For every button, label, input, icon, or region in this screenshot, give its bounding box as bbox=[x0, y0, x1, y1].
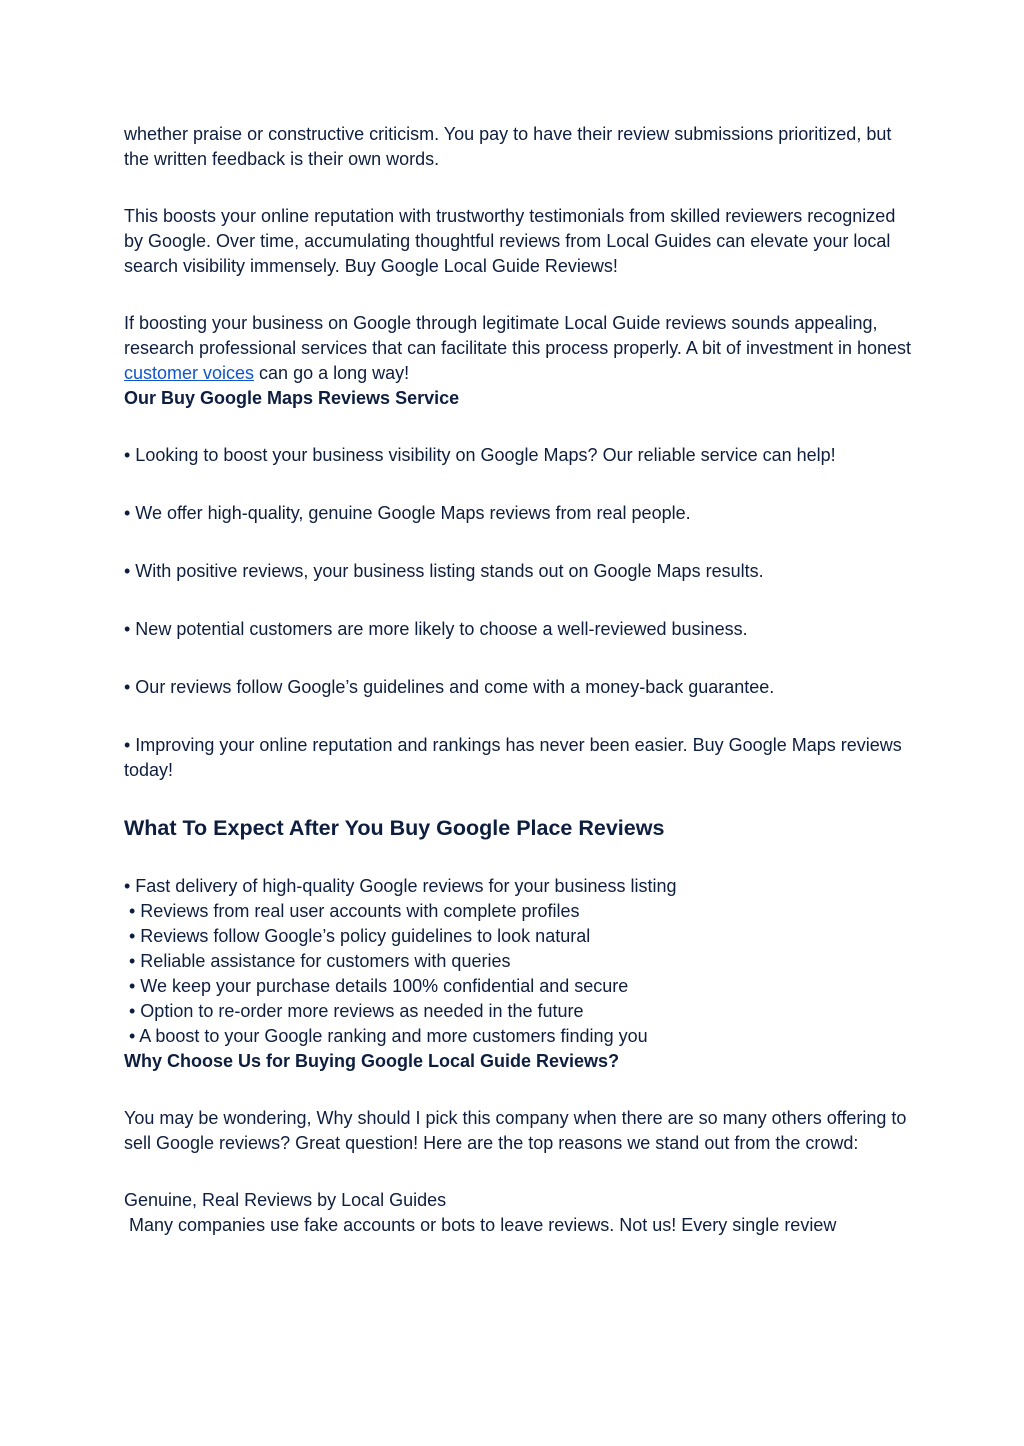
paragraph-boosting bbox=[124, 311, 914, 386]
paragraph-genuine bbox=[124, 1188, 914, 1238]
expect-item: • Reliable assistance for customers with queries bbox=[124, 951, 511, 971]
service-bullet: • Looking to boost your business visibility on Google Maps? Our reliable service can help! bbox=[124, 445, 836, 465]
expect-list bbox=[124, 874, 914, 1049]
document-body bbox=[124, 122, 914, 1238]
paragraph-praise: whether praise or constructive criticism. You pay to have their review submissions prioritized, but the written feedback is their own words. bbox=[124, 124, 892, 169]
paragraph-boosting-end: can go a long way! bbox=[254, 363, 410, 383]
paragraph-why: You may be wondering, Why should I pick this company when there are so many others offering to sell Google reviews? Great question! Here are the top reasons we stand out from the crowd: bbox=[124, 1108, 907, 1153]
genuine-text: Many companies use fake accounts or bots to leave reviews. Not us! Every single review bbox=[124, 1215, 837, 1235]
expect-item: • A boost to your Google ranking and more customers finding you bbox=[124, 1026, 648, 1046]
service-bullet: • Our reviews follow Google’s guidelines and come with a money-back guarantee. bbox=[124, 677, 775, 697]
expect-item: • Reviews follow Google’s policy guidelines to look natural bbox=[124, 926, 591, 946]
service-bullet: • We offer high-quality, genuine Google Maps reviews from real people. bbox=[124, 503, 691, 523]
heading-expect: What To Expect After You Buy Google Place Reviews bbox=[124, 816, 665, 840]
customer-voices-link[interactable]: customer voices bbox=[124, 363, 255, 383]
paragraph-reputation: This boosts your online reputation with trustworthy testimonials from skilled reviewers recognized by Google. Over time, accumulating thoughtful reviews from Local Guides can elevate your local search visibility immensely. Buy Google Local Guide Reviews! bbox=[124, 206, 896, 276]
paragraph-boosting-text: If boosting your business on Google through legitimate Local Guide reviews sounds appealing, research professional services that can facilitate this process properly. A bit of investment in honest bbox=[124, 313, 912, 358]
service-bullet: • New potential customers are more likely to choose a well-reviewed business. bbox=[124, 619, 748, 639]
service-bullet: • With positive reviews, your business listing stands out on Google Maps results. bbox=[124, 561, 764, 581]
service-bullet: • Improving your online reputation and rankings has never been easier. Buy Google Maps reviews today! bbox=[124, 735, 902, 780]
expect-item: • We keep your purchase details 100% confidential and secure bbox=[124, 976, 629, 996]
expect-item: • Reviews from real user accounts with complete profiles bbox=[124, 901, 580, 921]
expect-item: • Fast delivery of high-quality Google reviews for your business listing bbox=[124, 876, 677, 896]
genuine-title: Genuine, Real Reviews by Local Guides bbox=[124, 1190, 447, 1210]
heading-service: Our Buy Google Maps Reviews Service bbox=[124, 388, 460, 408]
heading-why: Why Choose Us for Buying Google Local Guide Reviews? bbox=[124, 1051, 620, 1071]
expect-item: • Option to re-order more reviews as needed in the future bbox=[124, 1001, 584, 1021]
